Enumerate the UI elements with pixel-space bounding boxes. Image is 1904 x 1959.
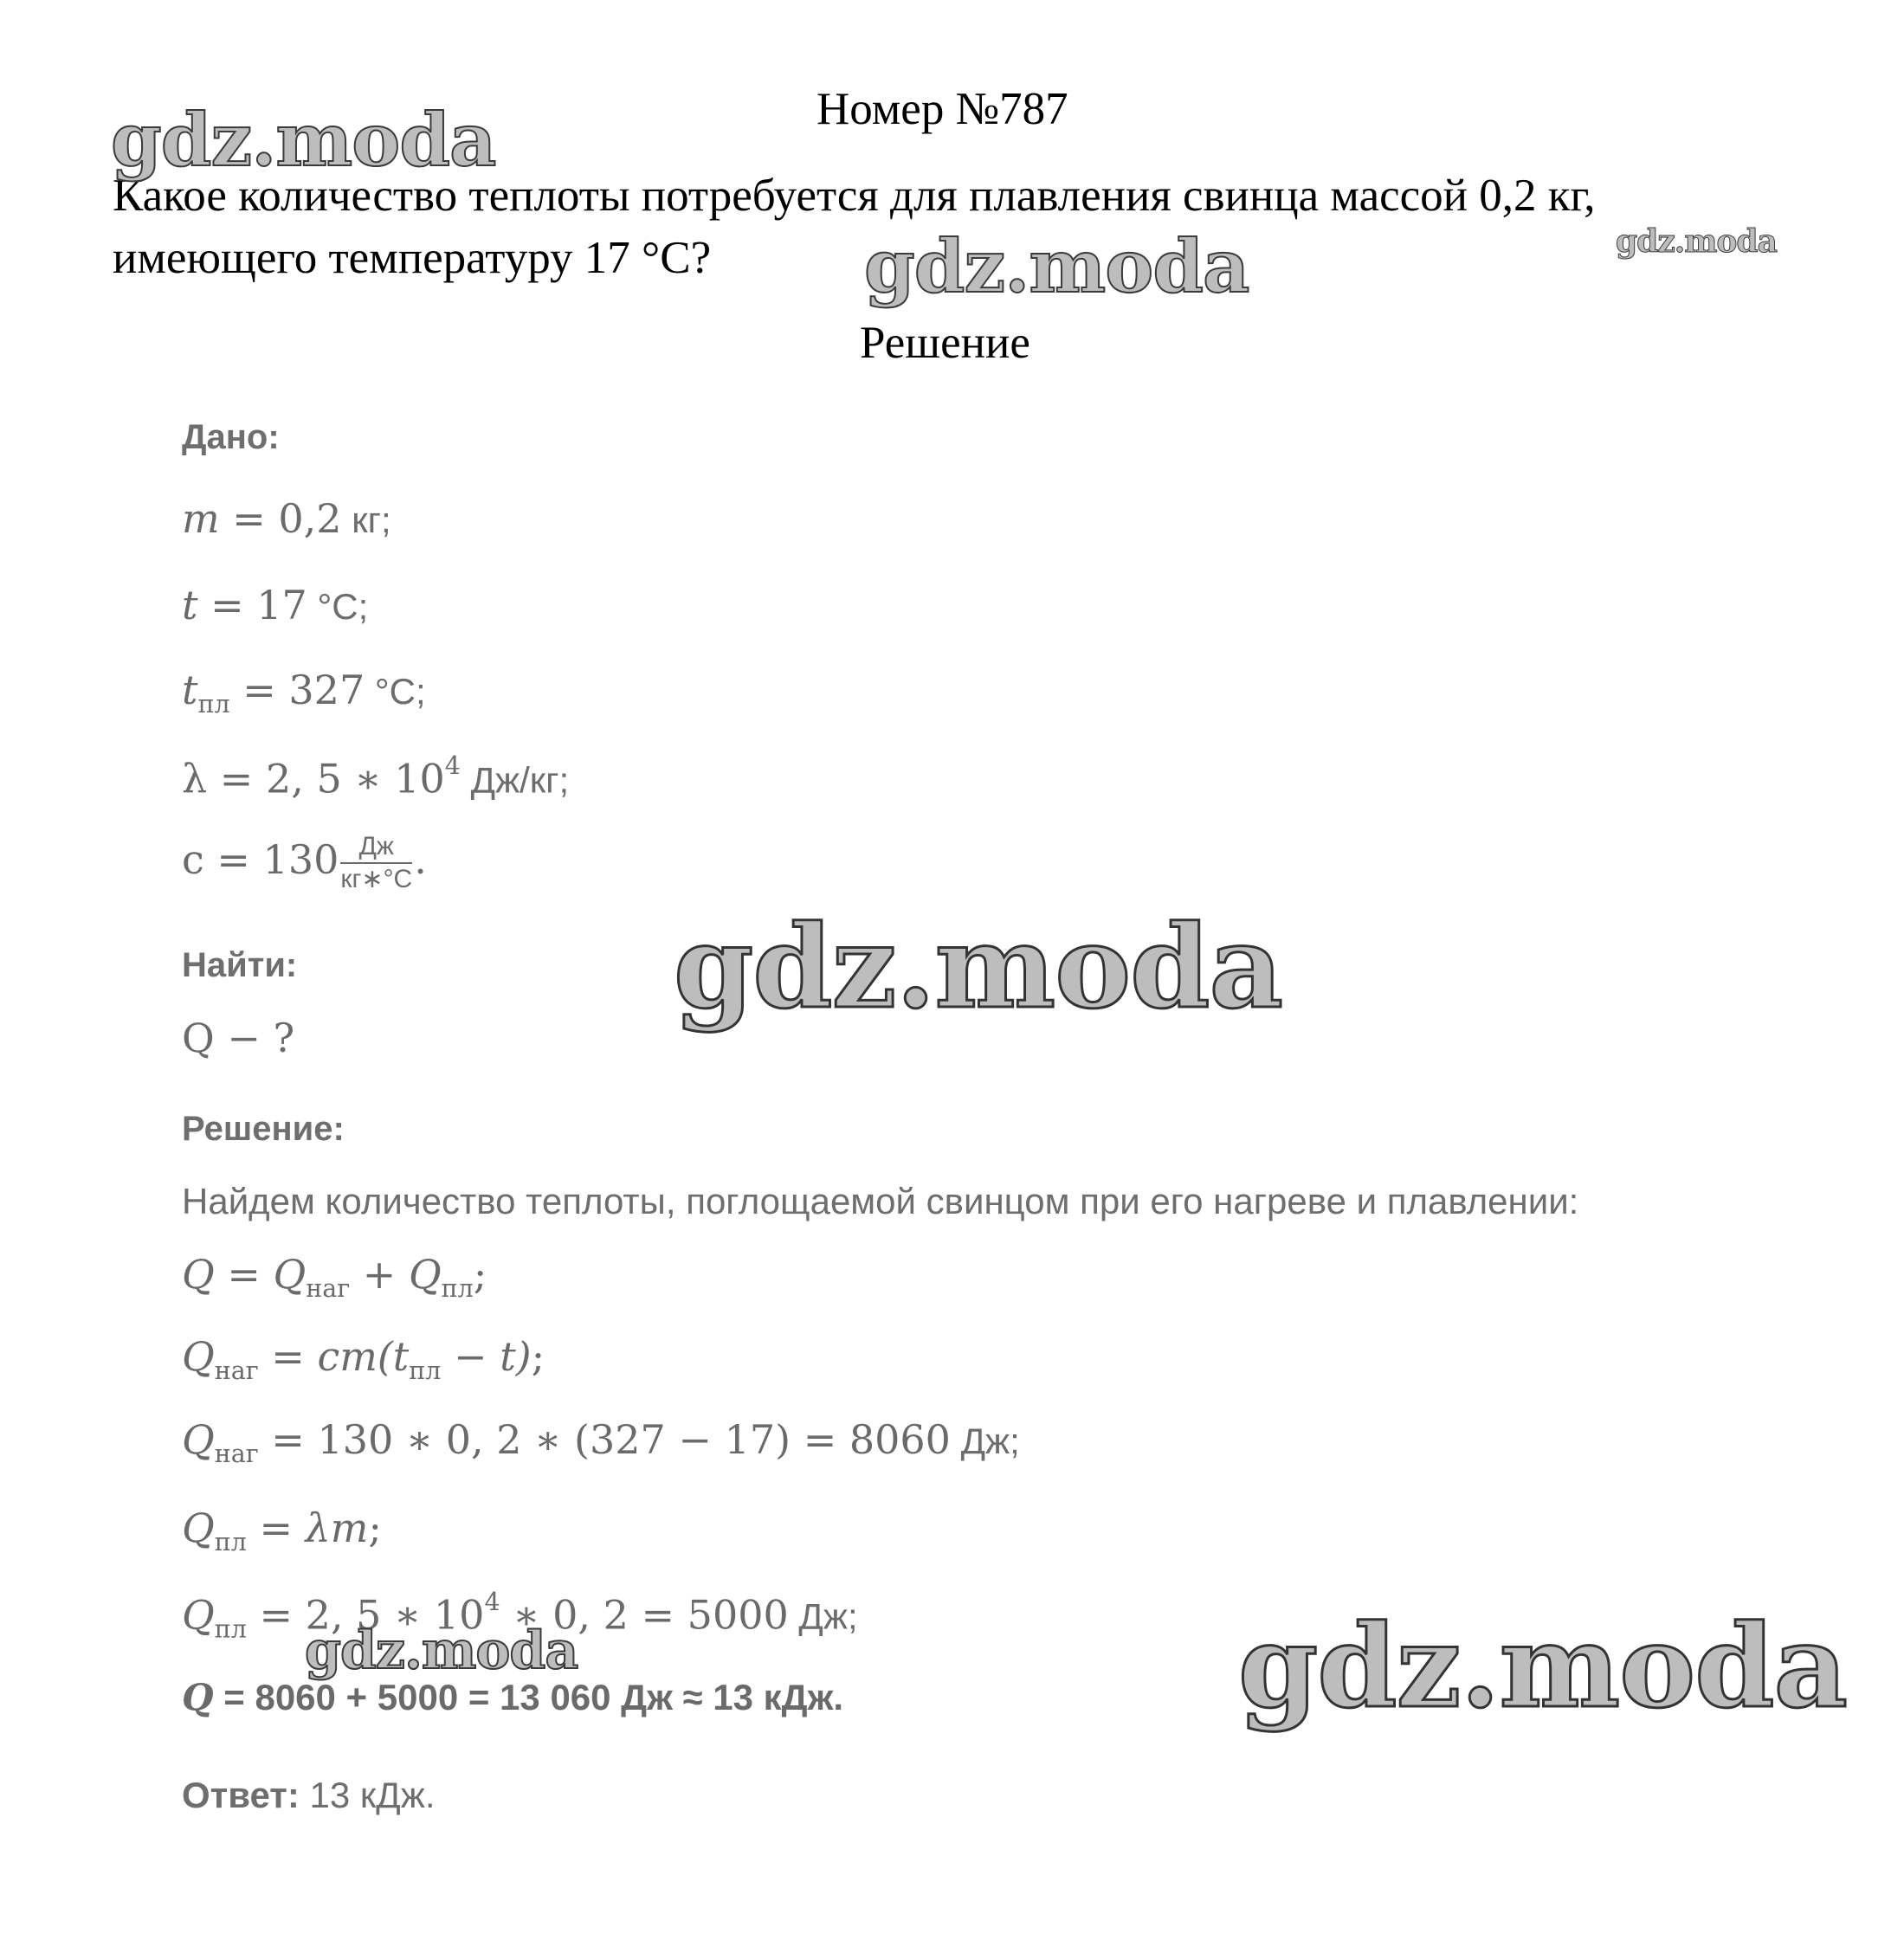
c-unit-denominator: кг∗°С bbox=[340, 865, 413, 893]
eq1-qpl: + Q bbox=[350, 1251, 442, 1298]
eq1-qpl-sub: пл bbox=[441, 1273, 474, 1303]
equation-4 bbox=[182, 1505, 382, 1556]
given-label: Дано: bbox=[182, 418, 280, 456]
eq6-q: Q bbox=[182, 1676, 214, 1718]
watermark-small-right: gdz.moda bbox=[1616, 223, 1777, 260]
temperature-value: = 17 bbox=[197, 582, 307, 628]
find-label: Найти: bbox=[182, 946, 298, 984]
eq5-q: Q bbox=[182, 1591, 215, 1639]
eq5-unit: Дж; bbox=[788, 1595, 858, 1637]
solution-label: Решение: bbox=[182, 1110, 345, 1148]
melting-temp-unit: °C; bbox=[365, 671, 426, 712]
temperature-symbol: t bbox=[182, 582, 198, 628]
c-end: . bbox=[414, 836, 427, 883]
eq2-cm: = cm(t bbox=[258, 1333, 410, 1380]
lambda-unit: Дж/кг; bbox=[460, 759, 570, 801]
page-title: Номер №787 bbox=[816, 84, 1068, 134]
melting-temp-value: = 327 bbox=[229, 667, 365, 713]
eq1-q: Q bbox=[182, 1251, 215, 1298]
eq2-q: Q bbox=[182, 1333, 215, 1380]
given-melting-temperature bbox=[182, 667, 426, 719]
eq2-minus-t: − t) bbox=[441, 1333, 532, 1380]
watermark-top-center: gdz.moda bbox=[864, 223, 1249, 309]
lambda-value: = 2, 5 ∗ 10 bbox=[207, 755, 445, 802]
given-temperature bbox=[182, 582, 368, 628]
eq6-calc: = 8060 + 5000 = 13 060 Дж ≈ 13 кДж. bbox=[213, 1677, 844, 1717]
melting-temp-symbol: t bbox=[182, 667, 198, 713]
eq5-exponent: 4 bbox=[484, 1588, 500, 1616]
find-value: Q − ? bbox=[182, 1015, 295, 1061]
equation-2 bbox=[182, 1333, 545, 1385]
eq1-qnag-sub: наг bbox=[306, 1273, 351, 1303]
given-specific-heat bbox=[182, 831, 427, 895]
eq3-q: Q bbox=[182, 1416, 215, 1463]
eq2-end: ; bbox=[531, 1333, 545, 1380]
watermark-bottom-left: gdz.moda bbox=[305, 1621, 578, 1681]
eq3-calc: = 130 ∗ 0, 2 ∗ (327 − 17) = 8060 bbox=[258, 1416, 951, 1463]
answer-value: 13 кДж. bbox=[299, 1775, 436, 1815]
eq1-end: ; bbox=[473, 1251, 487, 1298]
equation-3 bbox=[182, 1416, 1020, 1468]
eq5-q-sub: пл bbox=[214, 1614, 247, 1644]
given-lambda bbox=[182, 751, 569, 802]
watermark-center: gdz.moda bbox=[674, 900, 1283, 1034]
lambda-symbol: λ bbox=[182, 755, 208, 802]
given-mass bbox=[182, 495, 391, 542]
c-unit-fraction bbox=[340, 831, 412, 895]
equation-6 bbox=[182, 1676, 843, 1718]
c-unit-numerator: Дж bbox=[340, 831, 412, 864]
c-symbol: c bbox=[182, 836, 204, 883]
eq1-qnag: = Q bbox=[214, 1251, 307, 1298]
c-value: = 130 bbox=[203, 836, 339, 883]
eq4-q: Q bbox=[182, 1505, 215, 1551]
mass-value: = 0,2 bbox=[219, 495, 342, 542]
eq2-t-sub: пл bbox=[409, 1356, 442, 1385]
lambda-exponent: 4 bbox=[444, 751, 461, 780]
eq4-q-sub: пл bbox=[214, 1527, 247, 1556]
eq2-q-sub: наг bbox=[214, 1356, 259, 1385]
eq3-unit: Дж; bbox=[950, 1421, 1020, 1461]
solution-heading: Решение bbox=[860, 318, 1030, 368]
eq5-calc-b: ∗ 0, 2 = 5000 bbox=[500, 1591, 789, 1639]
temperature-unit: °C; bbox=[307, 586, 369, 627]
answer-label: Ответ: bbox=[182, 1775, 300, 1815]
question-line-2: имеющего температуру 17 °С? bbox=[113, 233, 712, 283]
watermark-bottom-right: gdz.moda bbox=[1238, 1600, 1848, 1734]
eq3-q-sub: наг bbox=[214, 1439, 259, 1468]
mass-symbol: m bbox=[182, 495, 220, 542]
solution-intro: Найдем количество теплоты, поглощаемой свинцом при его нагреве и плавлении: bbox=[182, 1181, 1579, 1221]
melting-temp-subscript: пл bbox=[197, 689, 230, 719]
equation-1 bbox=[182, 1251, 487, 1303]
eq4-end: ; bbox=[368, 1505, 382, 1551]
eq5-calc-a: = 2, 5 ∗ 10 bbox=[246, 1591, 485, 1639]
watermark-top-left: gdz.moda bbox=[111, 97, 496, 183]
answer bbox=[182, 1775, 436, 1816]
question-line-1: Какое количество теплоты потребуется для плавления свинца массой 0,2 кг, bbox=[113, 171, 1596, 221]
mass-unit: кг; bbox=[341, 499, 391, 540]
eq4-lambda-m: = λm bbox=[246, 1505, 369, 1551]
